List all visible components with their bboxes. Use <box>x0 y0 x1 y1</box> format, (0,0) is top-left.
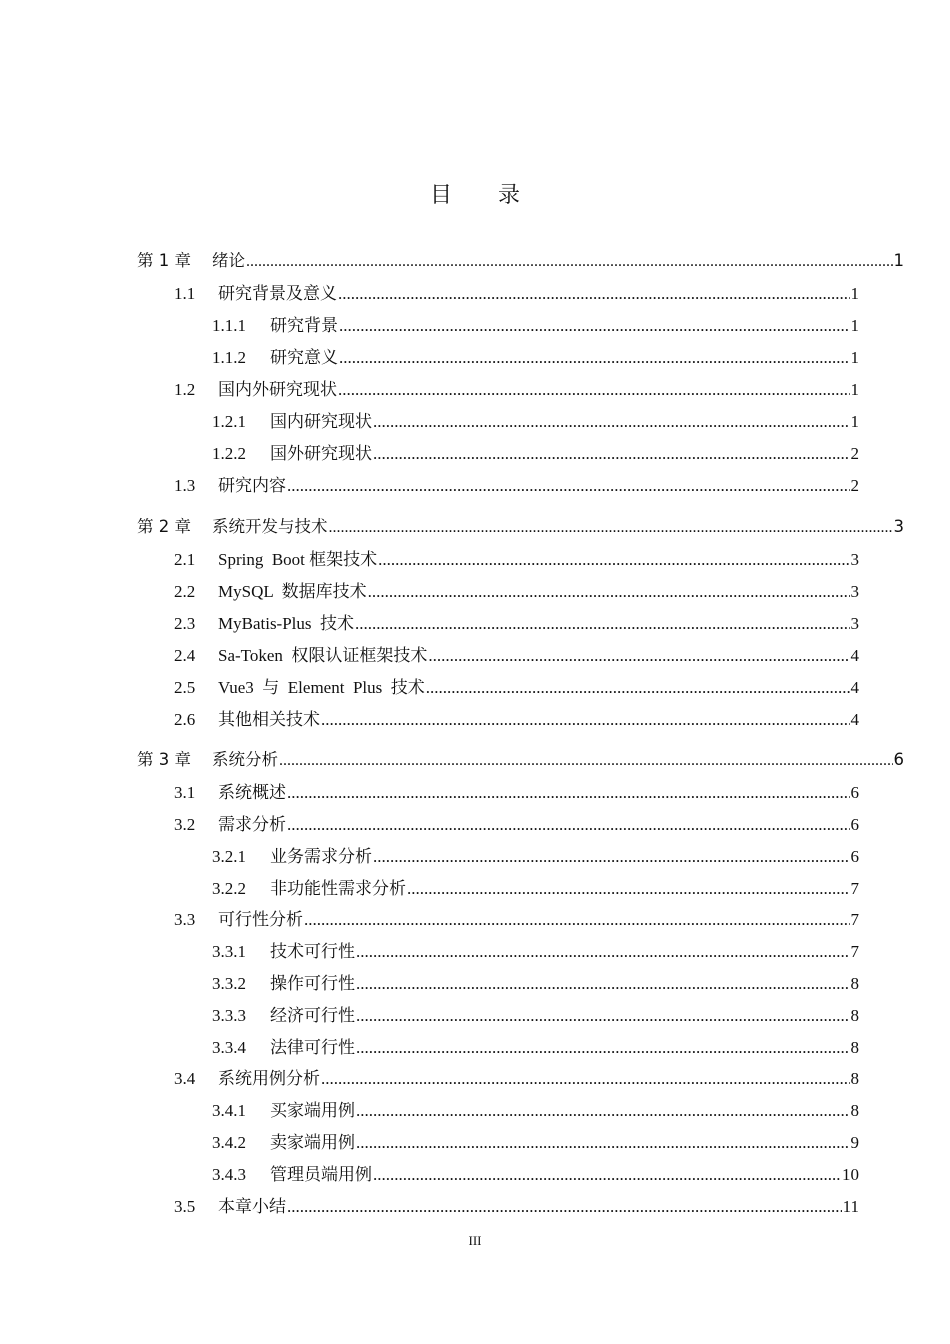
toc-dot-leader <box>329 519 893 537</box>
toc-entry-number: 3.1 <box>174 783 196 802</box>
toc-entry-number: 3.2.1 <box>212 847 246 866</box>
toc-entry-title: 操作可行性 <box>270 974 355 993</box>
toc-entry-subsection[interactable] <box>212 1033 859 1057</box>
toc-entry-page-number: 8 <box>850 1101 859 1120</box>
toc-dot-leader <box>426 678 850 698</box>
toc-entry-title: 研究意义 <box>270 348 338 367</box>
toc-entry-title: 法律可行性 <box>270 1038 355 1057</box>
toc-entry-section[interactable] <box>174 810 859 834</box>
toc-dot-leader <box>356 1101 850 1121</box>
toc-dot-leader <box>356 1006 850 1026</box>
toc-entry-subsection[interactable] <box>212 1160 859 1184</box>
toc-entry-subsection[interactable] <box>212 969 859 993</box>
toc-entry-page-number: 2 <box>850 444 859 463</box>
toc-entry-page-number: 8 <box>850 1069 859 1088</box>
toc-entry-page-number: 11 <box>842 1197 859 1216</box>
toc-dot-leader <box>246 253 893 271</box>
toc-entry-title: 系统开发与技术 <box>212 517 328 536</box>
toc-entry-subsection[interactable] <box>212 439 859 463</box>
toc-entry-subsection[interactable] <box>212 1001 859 1025</box>
toc-entry-section[interactable] <box>174 609 859 633</box>
toc-dot-leader <box>304 910 850 930</box>
toc-dot-leader <box>339 348 850 368</box>
toc-entry-page-number: 6 <box>850 847 859 866</box>
toc-entry-number: 2.1 <box>174 550 196 569</box>
toc-entry-chapter[interactable] <box>137 247 904 271</box>
toc-entry-title: 研究背景 <box>270 316 338 335</box>
toc-entry-section[interactable] <box>174 279 859 303</box>
toc-entry-page-number: 4 <box>850 678 859 697</box>
toc-entry-section[interactable] <box>174 375 859 399</box>
toc-entry-title: 系统概述 <box>218 783 286 802</box>
toc-entry-page-number: 3 <box>893 517 904 536</box>
toc-entry-title: 买家端用例 <box>270 1101 355 1120</box>
toc-dot-leader <box>428 646 849 666</box>
toc-entry-number: 1.2.2 <box>212 444 246 463</box>
toc-entry-subsection[interactable] <box>212 937 859 961</box>
toc-entry-number: 1.1.1 <box>212 316 246 335</box>
toc-dot-leader <box>356 1133 850 1153</box>
toc-entry-number: 1.3 <box>174 476 196 495</box>
toc-entry-title: 国内研究现状 <box>270 412 372 431</box>
page-title-char-1: 目 <box>429 182 452 207</box>
toc-entry-title: 本章小结 <box>218 1197 286 1216</box>
toc-dot-leader <box>373 1165 841 1185</box>
toc-entry-page-number: 2 <box>850 476 859 495</box>
toc-entry-title: 需求分析 <box>218 815 286 834</box>
toc-entry-page-number: 9 <box>850 1133 859 1152</box>
toc-entry-title: 非功能性需求分析 <box>270 879 406 898</box>
toc-entry-subsection[interactable] <box>212 1096 859 1120</box>
toc-entry-page-number: 8 <box>850 974 859 993</box>
toc-entry-section[interactable] <box>174 1064 859 1088</box>
toc-entry-number: 第 1 章 <box>137 251 191 270</box>
toc-entry-page-number: 3 <box>850 582 859 601</box>
toc-dot-leader <box>368 582 850 602</box>
toc-entry-title: MyBatis-Plus 技术 <box>218 614 355 633</box>
toc-entry-title: 业务需求分析 <box>270 847 372 866</box>
toc-entry-title: 国内外研究现状 <box>218 380 337 399</box>
toc-entry-number: 2.5 <box>174 678 196 697</box>
toc-entry-title: 研究内容 <box>218 476 286 495</box>
toc-entry-section[interactable] <box>174 673 859 697</box>
toc-entry-title: 研究背景及意义 <box>218 284 337 303</box>
toc-entry-page-number: 8 <box>850 1038 859 1057</box>
toc-entry-page-number: 6 <box>850 783 859 802</box>
page-title-char-2: 录 <box>498 182 521 207</box>
toc-entry-page-number: 1 <box>850 348 859 367</box>
toc-entry-section[interactable] <box>174 641 859 665</box>
toc-entry-number: 3.3.4 <box>212 1038 246 1057</box>
toc-entry-subsection[interactable] <box>212 842 859 866</box>
toc-entry-title: 可行性分析 <box>218 910 303 929</box>
page-number-footer: III <box>468 1233 482 1248</box>
toc-entry-number: 第 2 章 <box>137 517 191 536</box>
toc-entry-subsection[interactable] <box>212 311 859 335</box>
toc-entry-subsection[interactable] <box>212 1128 859 1152</box>
toc-entry-number: 3.4.1 <box>212 1101 246 1120</box>
toc-entry-number: 3.5 <box>174 1197 196 1216</box>
toc-entry-number: 2.2 <box>174 582 196 601</box>
toc-entry-chapter[interactable] <box>137 513 904 537</box>
toc-entry-page-number: 3 <box>850 550 859 569</box>
toc-dot-leader <box>339 316 850 336</box>
toc-dot-leader <box>287 476 850 496</box>
toc-entry-number: 2.6 <box>174 710 196 729</box>
toc-entry-title: 技术可行性 <box>270 942 355 961</box>
toc-entry-section[interactable] <box>174 1192 859 1216</box>
toc-entry-number: 1.1 <box>174 284 196 303</box>
toc-entry-page-number: 1 <box>850 284 859 303</box>
toc-entry-page-number: 10 <box>842 1165 859 1184</box>
toc-entry-title: Sa-Token 权限认证框架技术 <box>218 646 428 665</box>
toc-entry-title: MySQL 数据库技术 <box>218 582 367 601</box>
toc-dot-leader <box>338 284 850 304</box>
toc-entry-title: 经济可行性 <box>270 1006 355 1025</box>
toc-entry-title: 管理员端用例 <box>270 1165 372 1184</box>
toc-entry-section[interactable] <box>174 905 859 929</box>
toc-entry-title: Spring Boot 框架技术 <box>218 550 378 569</box>
toc-entry-title: Vue3 与 Element Plus 技术 <box>218 678 425 697</box>
toc-entry-number: 3.3.3 <box>212 1006 246 1025</box>
toc-entry-title: 卖家端用例 <box>270 1133 355 1152</box>
toc-entry-page-number: 7 <box>850 942 859 961</box>
toc-entry-subsection[interactable] <box>212 874 859 898</box>
toc-entry-page-number: 6 <box>850 815 859 834</box>
toc-entry-section[interactable] <box>174 545 859 569</box>
toc-dot-leader <box>321 710 850 730</box>
toc-dot-leader <box>373 444 850 464</box>
toc-entry-number: 3.4.2 <box>212 1133 246 1152</box>
toc-entry-page-number: 6 <box>893 750 904 769</box>
toc-entry-number: 3.3.2 <box>212 974 246 993</box>
toc-entry-section[interactable] <box>174 577 859 601</box>
toc-entry-page-number: 1 <box>850 412 859 431</box>
toc-dot-leader <box>356 1038 850 1058</box>
toc-dot-leader <box>407 879 850 899</box>
toc-entry-chapter[interactable] <box>137 746 904 770</box>
toc-entry-page-number: 7 <box>850 910 859 929</box>
toc-entry-page-number: 1 <box>893 251 904 270</box>
toc-entry-subsection[interactable] <box>212 343 859 367</box>
toc-entry-number: 3.2 <box>174 815 196 834</box>
toc-entry-number: 1.2.1 <box>212 412 246 431</box>
toc-entry-title: 系统用例分析 <box>218 1069 320 1088</box>
toc-entry-section[interactable] <box>174 778 859 802</box>
toc-dot-leader <box>356 974 850 994</box>
toc-entry-section[interactable] <box>174 705 859 729</box>
toc-dot-leader <box>356 942 850 962</box>
toc-dot-leader <box>287 815 850 835</box>
toc-entry-page-number: 4 <box>850 710 859 729</box>
toc-entry-title: 其他相关技术 <box>218 710 320 729</box>
toc-entry-number: 第 3 章 <box>137 750 191 769</box>
toc-entry-number: 3.4.3 <box>212 1165 246 1184</box>
toc-entry-number: 2.4 <box>174 646 196 665</box>
toc-entry-number: 1.1.2 <box>212 348 246 367</box>
toc-entry-subsection[interactable] <box>212 407 859 431</box>
toc-entry-number: 3.2.2 <box>212 879 246 898</box>
toc-entry-title: 国外研究现状 <box>270 444 372 463</box>
toc-entry-title: 系统分析 <box>212 750 278 769</box>
toc-dot-leader <box>287 783 850 803</box>
toc-dot-leader <box>355 614 849 634</box>
toc-dot-leader <box>338 380 850 400</box>
toc-entry-number: 3.3.1 <box>212 942 246 961</box>
toc-entry-number: 1.2 <box>174 380 196 399</box>
toc-dot-leader <box>373 847 850 867</box>
toc-dot-leader <box>378 550 849 570</box>
toc-entry-page-number: 4 <box>850 646 859 665</box>
toc-entry-number: 2.3 <box>174 614 196 633</box>
toc-entry-page-number: 3 <box>850 614 859 633</box>
toc-entry-number: 3.3 <box>174 910 196 929</box>
toc-entry-number: 3.4 <box>174 1069 196 1088</box>
toc-dot-leader <box>373 412 850 432</box>
toc-entry-page-number: 1 <box>850 380 859 399</box>
toc-dot-leader <box>287 1197 842 1217</box>
page-title <box>0 178 950 209</box>
toc-dot-leader <box>321 1069 850 1089</box>
toc-entry-page-number: 7 <box>850 879 859 898</box>
toc-entry-title: 绪论 <box>212 251 245 270</box>
toc-entry-page-number: 1 <box>850 316 859 335</box>
toc-entry-section[interactable] <box>174 471 859 495</box>
toc-dot-leader <box>279 752 893 770</box>
toc-entry-page-number: 8 <box>850 1006 859 1025</box>
